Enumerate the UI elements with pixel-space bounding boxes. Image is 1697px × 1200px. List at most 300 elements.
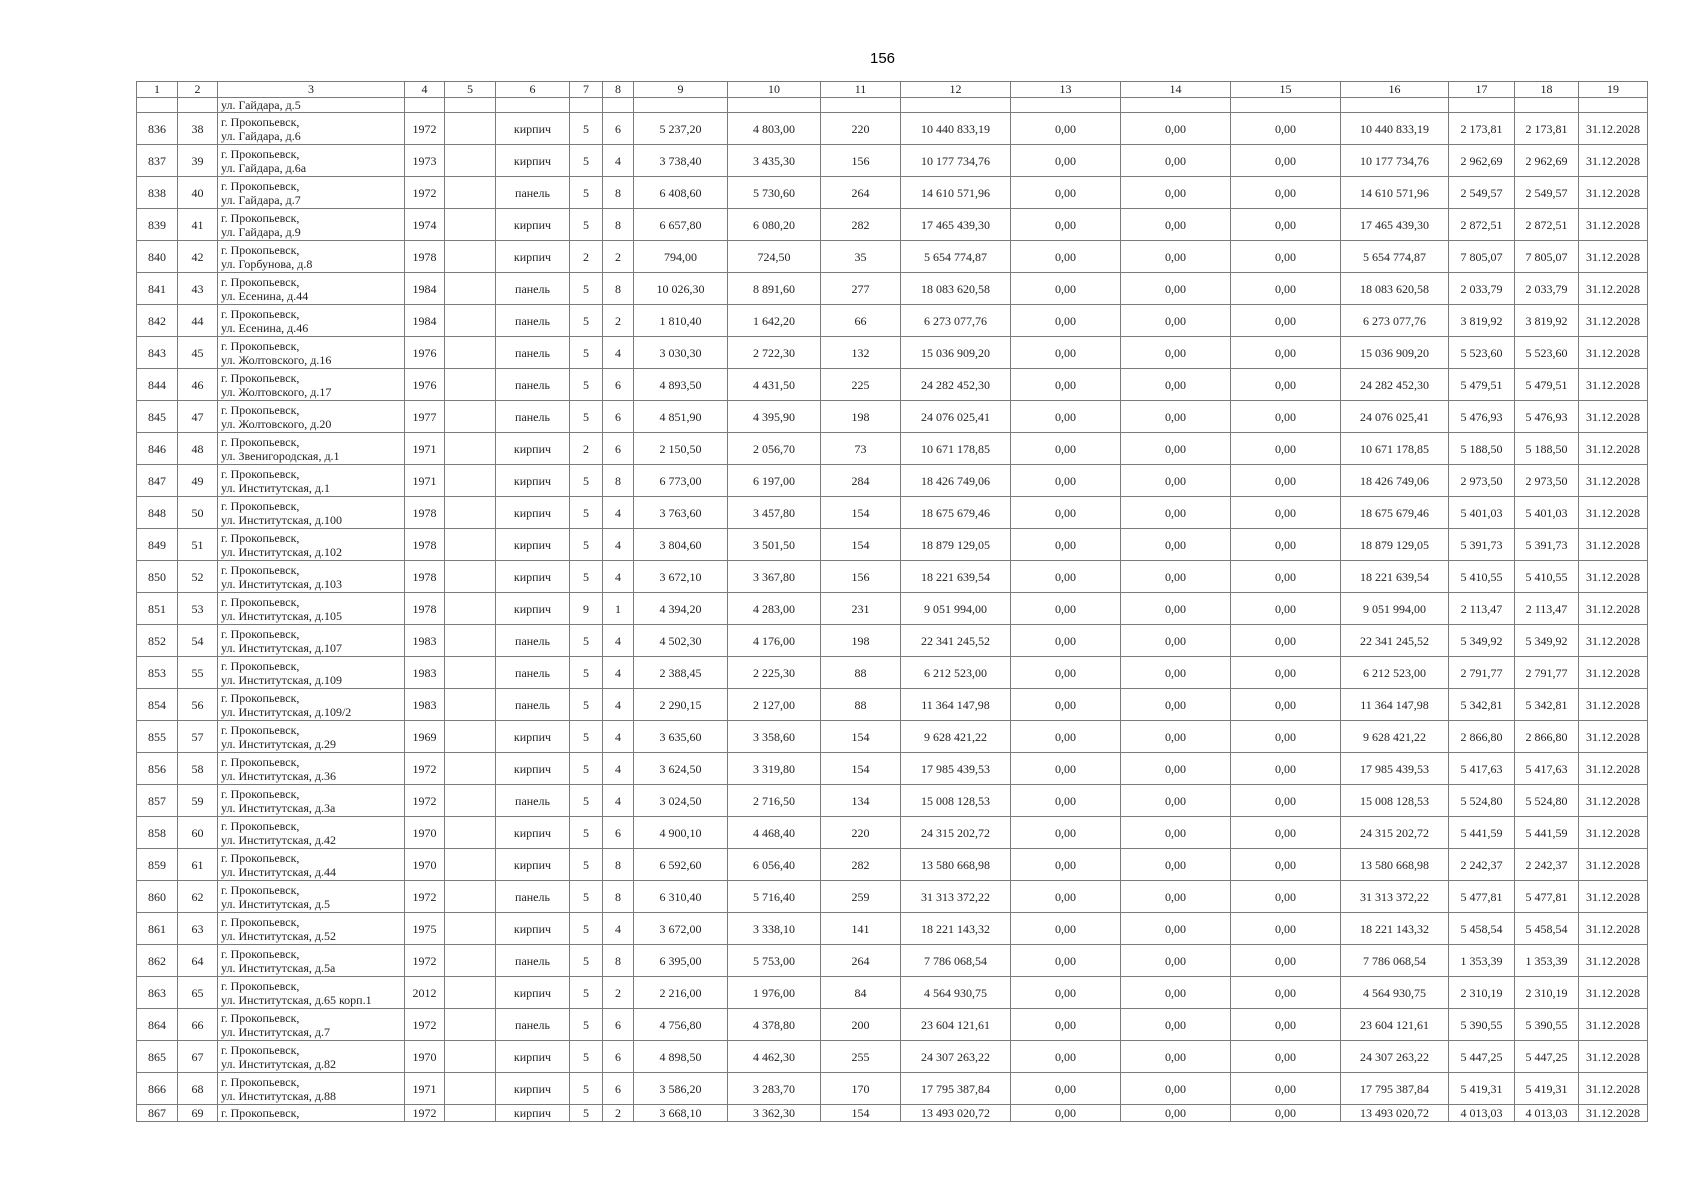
floors: 5 <box>570 849 603 881</box>
residents: 277 <box>821 273 901 305</box>
cost-col-16: 22 341 245,52 <box>1341 625 1449 657</box>
build-year: 1978 <box>405 241 445 273</box>
column-header: 8 <box>603 82 634 98</box>
residents: 220 <box>821 817 901 849</box>
row-number: 837 <box>137 145 178 177</box>
cost-col-13: 0,00 <box>1011 593 1121 625</box>
total-area: 4 900,10 <box>634 817 728 849</box>
col-5 <box>445 529 496 561</box>
table-row <box>137 721 1648 753</box>
cost-col-14: 0,00 <box>1121 561 1231 593</box>
residents: 198 <box>821 401 901 433</box>
row-number: 865 <box>137 1041 178 1073</box>
cost-col-15: 0,00 <box>1231 241 1341 273</box>
deadline: 31.12.2028 <box>1579 337 1648 369</box>
total-area: 2 216,00 <box>634 977 728 1009</box>
build-year: 1984 <box>405 273 445 305</box>
address-street: ул. Жолтовского, д.16 <box>221 352 332 367</box>
cost-col-14: 0,00 <box>1121 337 1231 369</box>
cost-col-13: 0,00 <box>1011 497 1121 529</box>
residents: 154 <box>821 1105 901 1122</box>
build-year: 1975 <box>405 913 445 945</box>
row-number: 848 <box>137 497 178 529</box>
wall-material: панель <box>496 881 570 913</box>
address-city: г. Прокопьевск, <box>221 306 300 321</box>
entrances: 8 <box>603 945 634 977</box>
specific-cost: 5 476,93 <box>1449 401 1515 433</box>
floors: 5 <box>570 561 603 593</box>
max-specific-cost: 2 962,69 <box>1515 145 1579 177</box>
cost-col-13: 0,00 <box>1011 721 1121 753</box>
address <box>218 977 405 1009</box>
cost-col-15: 0,00 <box>1231 433 1341 465</box>
local-number: 41 <box>178 209 218 241</box>
residents: 259 <box>821 881 901 913</box>
build-year: 1977 <box>405 401 445 433</box>
entrances: 4 <box>603 561 634 593</box>
residents: 73 <box>821 433 901 465</box>
max-specific-cost: 5 447,25 <box>1515 1041 1579 1073</box>
total-area: 5 237,20 <box>634 113 728 145</box>
deadline: 31.12.2028 <box>1579 209 1648 241</box>
total-cost: 15 008 128,53 <box>901 785 1011 817</box>
col-5 <box>445 689 496 721</box>
max-specific-cost: 1 353,39 <box>1515 945 1579 977</box>
residents: 282 <box>821 849 901 881</box>
build-year: 1983 <box>405 657 445 689</box>
cost-col-14: 0,00 <box>1121 785 1231 817</box>
table-row <box>137 977 1648 1009</box>
address-street: ул. Институтская, д.65 корп.1 <box>221 992 372 1007</box>
total-area: 3 763,60 <box>634 497 728 529</box>
cost-col-14: 0,00 <box>1121 817 1231 849</box>
deadline: 31.12.2028 <box>1579 593 1648 625</box>
cost-col-16: 4 564 930,75 <box>1341 977 1449 1009</box>
total-cost: 15 036 909,20 <box>901 337 1011 369</box>
col-5 <box>445 337 496 369</box>
specific-cost: 1 353,39 <box>1449 945 1515 977</box>
column-header: 16 <box>1341 82 1449 98</box>
total-area: 6 773,00 <box>634 465 728 497</box>
column-header: 18 <box>1515 82 1579 98</box>
address-street: ул. Звенигородская, д.1 <box>221 448 340 463</box>
living-area: 4 378,80 <box>728 1009 821 1041</box>
cost-col-16: 10 440 833,19 <box>1341 113 1449 145</box>
local-number: 45 <box>178 337 218 369</box>
total-cost: 9 628 421,22 <box>901 721 1011 753</box>
total-area: 4 502,30 <box>634 625 728 657</box>
column-header: 2 <box>178 82 218 98</box>
local-number: 56 <box>178 689 218 721</box>
total-cost: 24 315 202,72 <box>901 817 1011 849</box>
local-number: 59 <box>178 785 218 817</box>
col-5 <box>445 753 496 785</box>
cost-col-14: 0,00 <box>1121 433 1231 465</box>
col-5 <box>445 881 496 913</box>
cost-col-13: 0,00 <box>1011 625 1121 657</box>
cost-col-13: 0,00 <box>1011 465 1121 497</box>
row-number: 851 <box>137 593 178 625</box>
address-street: ул. Институтская, д.44 <box>221 864 336 879</box>
cost-col-14: 0,00 <box>1121 241 1231 273</box>
address-city: г. Прокопьевск, <box>221 1042 300 1057</box>
cost-col-16: 6 212 523,00 <box>1341 657 1449 689</box>
build-year: 1970 <box>405 817 445 849</box>
deadline: 31.12.2028 <box>1579 913 1648 945</box>
specific-cost: 5 447,25 <box>1449 1041 1515 1073</box>
floors: 5 <box>570 657 603 689</box>
page-number: 156 <box>869 50 896 67</box>
address-city: г. Прокопьевск, <box>221 978 300 993</box>
col-5 <box>445 945 496 977</box>
cost-col-16: 13 580 668,98 <box>1341 849 1449 881</box>
table-row <box>137 1105 1648 1122</box>
col-5 <box>445 657 496 689</box>
row-number: 844 <box>137 369 178 401</box>
build-year: 1983 <box>405 625 445 657</box>
build-year: 2012 <box>405 977 445 1009</box>
deadline: 31.12.2028 <box>1579 113 1648 145</box>
table-row <box>137 625 1648 657</box>
entrances: 4 <box>603 657 634 689</box>
cost-col-15: 0,00 <box>1231 625 1341 657</box>
table-row <box>137 305 1648 337</box>
cost-col-15: 0,00 <box>1231 273 1341 305</box>
floors: 5 <box>570 401 603 433</box>
total-cost: 18 426 749,06 <box>901 465 1011 497</box>
cost-col-13: 0,00 <box>1011 433 1121 465</box>
build-year: 1971 <box>405 433 445 465</box>
address-city: г. Прокопьевск, <box>221 690 300 705</box>
deadline: 31.12.2028 <box>1579 273 1648 305</box>
specific-cost: 5 419,31 <box>1449 1073 1515 1105</box>
residents: 156 <box>821 561 901 593</box>
address-street: ул. Институтская, д.82 <box>221 1056 336 1071</box>
deadline: 31.12.2028 <box>1579 1009 1648 1041</box>
address-city: г. Прокопьевск, <box>221 850 300 865</box>
address-street: ул. Институтская, д.109 <box>221 672 342 687</box>
deadline: 31.12.2028 <box>1579 625 1648 657</box>
cost-col-13: 0,00 <box>1011 401 1121 433</box>
address-city: г. Прокопьевск, <box>221 530 300 545</box>
row-number: 859 <box>137 849 178 881</box>
address-city: г. Прокопьевск, <box>221 466 300 481</box>
entrances: 6 <box>603 401 634 433</box>
cost-col-14: 0,00 <box>1121 145 1231 177</box>
address-street: ул. Гайдара, д.6 <box>221 128 301 143</box>
cost-col-14: 0,00 <box>1121 1105 1231 1122</box>
build-year: 1970 <box>405 1041 445 1073</box>
total-cost: 9 051 994,00 <box>901 593 1011 625</box>
living-area: 3 283,70 <box>728 1073 821 1105</box>
cost-col-13: 0,00 <box>1011 177 1121 209</box>
wall-material: кирпич <box>496 913 570 945</box>
address <box>218 497 405 529</box>
cost-col-16: 18 221 639,54 <box>1341 561 1449 593</box>
deadline: 31.12.2028 <box>1579 529 1648 561</box>
max-specific-cost: 2 973,50 <box>1515 465 1579 497</box>
cost-col-16: 18 879 129,05 <box>1341 529 1449 561</box>
cost-col-14: 0,00 <box>1121 113 1231 145</box>
col-5 <box>445 401 496 433</box>
floors: 5 <box>570 145 603 177</box>
local-number: 50 <box>178 497 218 529</box>
living-area: 2 056,70 <box>728 433 821 465</box>
living-area: 3 367,80 <box>728 561 821 593</box>
cost-col-14: 0,00 <box>1121 273 1231 305</box>
specific-cost: 5 479,51 <box>1449 369 1515 401</box>
living-area: 3 501,50 <box>728 529 821 561</box>
cost-col-13: 0,00 <box>1011 849 1121 881</box>
address-city: г. Прокопьевск, <box>221 882 300 897</box>
cost-col-13: 0,00 <box>1011 305 1121 337</box>
build-year: 1978 <box>405 593 445 625</box>
floors: 2 <box>570 433 603 465</box>
address-street: ул. Институтская, д.1 <box>221 480 330 495</box>
table-row <box>137 433 1648 465</box>
total-area: 6 592,60 <box>634 849 728 881</box>
address <box>218 433 405 465</box>
local-number: 69 <box>178 1105 218 1122</box>
specific-cost: 2 113,47 <box>1449 593 1515 625</box>
specific-cost: 2 872,51 <box>1449 209 1515 241</box>
floors: 5 <box>570 369 603 401</box>
max-specific-cost: 5 401,03 <box>1515 497 1579 529</box>
build-year: 1969 <box>405 721 445 753</box>
residents: 66 <box>821 305 901 337</box>
build-year: 1972 <box>405 881 445 913</box>
cost-col-15: 0,00 <box>1231 401 1341 433</box>
build-year: 1973 <box>405 145 445 177</box>
address-street: ул. Институтская, д.103 <box>221 576 342 591</box>
max-specific-cost: 2 872,51 <box>1515 209 1579 241</box>
total-cost: 24 282 452,30 <box>901 369 1011 401</box>
floors: 5 <box>570 945 603 977</box>
entrances: 2 <box>603 305 634 337</box>
cost-col-14: 0,00 <box>1121 1009 1231 1041</box>
cost-col-15: 0,00 <box>1231 497 1341 529</box>
address <box>218 1041 405 1073</box>
build-year: 1972 <box>405 753 445 785</box>
col-5 <box>445 817 496 849</box>
address-city: г. Прокопьевск, <box>221 658 300 673</box>
address-city: г. Прокопьевск, <box>221 114 300 129</box>
specific-cost: 2 973,50 <box>1449 465 1515 497</box>
build-year: 1978 <box>405 529 445 561</box>
entrances: 8 <box>603 273 634 305</box>
address-city: г. Прокопьевск, <box>221 178 300 193</box>
deadline: 31.12.2028 <box>1579 497 1648 529</box>
col-5 <box>445 1009 496 1041</box>
address-city: г. Прокопьевск, <box>221 210 300 225</box>
column-header: 19 <box>1579 82 1648 98</box>
row-number: 857 <box>137 785 178 817</box>
cost-col-14: 0,00 <box>1121 497 1231 529</box>
residents: 255 <box>821 1041 901 1073</box>
total-cost: 31 313 372,22 <box>901 881 1011 913</box>
cost-col-14: 0,00 <box>1121 657 1231 689</box>
deadline: 31.12.2028 <box>1579 721 1648 753</box>
total-cost: 6 212 523,00 <box>901 657 1011 689</box>
living-area: 3 319,80 <box>728 753 821 785</box>
cost-col-13: 0,00 <box>1011 817 1121 849</box>
deadline: 31.12.2028 <box>1579 305 1648 337</box>
total-cost: 18 675 679,46 <box>901 497 1011 529</box>
address-city: г. Прокопьевск, <box>221 498 300 513</box>
col-5 <box>445 625 496 657</box>
max-specific-cost: 5 458,54 <box>1515 913 1579 945</box>
cost-col-13: 0,00 <box>1011 977 1121 1009</box>
cost-col-16: 7 786 068,54 <box>1341 945 1449 977</box>
entrances: 8 <box>603 177 634 209</box>
floors: 5 <box>570 465 603 497</box>
cost-col-15: 0,00 <box>1231 145 1341 177</box>
specific-cost: 5 401,03 <box>1449 497 1515 529</box>
row-number: 863 <box>137 977 178 1009</box>
address-street: ул. Институтская, д.7 <box>221 1024 330 1039</box>
max-specific-cost: 2 549,57 <box>1515 177 1579 209</box>
entrances: 6 <box>603 433 634 465</box>
entrances: 8 <box>603 881 634 913</box>
column-header: 14 <box>1121 82 1231 98</box>
wall-material: панель <box>496 273 570 305</box>
cost-col-14: 0,00 <box>1121 1073 1231 1105</box>
floors: 5 <box>570 721 603 753</box>
wall-material: кирпич <box>496 721 570 753</box>
max-specific-cost: 2 033,79 <box>1515 273 1579 305</box>
row-number: 840 <box>137 241 178 273</box>
cost-col-16: 9 628 421,22 <box>1341 721 1449 753</box>
table-row <box>137 849 1648 881</box>
table-row <box>137 1073 1648 1105</box>
address-street: ул. Гайдара, д.9 <box>221 224 301 239</box>
cost-col-14: 0,00 <box>1121 753 1231 785</box>
col-5 <box>445 849 496 881</box>
local-number: 44 <box>178 305 218 337</box>
build-year: 1972 <box>405 1105 445 1122</box>
specific-cost: 3 819,92 <box>1449 305 1515 337</box>
row-number: 839 <box>137 209 178 241</box>
total-area: 4 898,50 <box>634 1041 728 1073</box>
specific-cost: 2 791,77 <box>1449 657 1515 689</box>
address <box>218 401 405 433</box>
living-area: 3 435,30 <box>728 145 821 177</box>
total-cost: 10 177 734,76 <box>901 145 1011 177</box>
max-specific-cost: 4 013,03 <box>1515 1105 1579 1122</box>
cost-col-15: 0,00 <box>1231 657 1341 689</box>
local-number: 49 <box>178 465 218 497</box>
entrances: 1 <box>603 593 634 625</box>
cost-col-16: 14 610 571,96 <box>1341 177 1449 209</box>
max-specific-cost: 2 310,19 <box>1515 977 1579 1009</box>
living-area: 1 976,00 <box>728 977 821 1009</box>
col-5 <box>445 113 496 145</box>
col-5 <box>445 1105 496 1122</box>
max-specific-cost: 5 523,60 <box>1515 337 1579 369</box>
floors: 5 <box>570 305 603 337</box>
local-number: 63 <box>178 913 218 945</box>
residents: 264 <box>821 945 901 977</box>
address <box>218 849 405 881</box>
wall-material: кирпич <box>496 1073 570 1105</box>
wall-material: кирпич <box>496 433 570 465</box>
col-5 <box>445 561 496 593</box>
address-city: г. Прокопьевск, <box>221 274 300 289</box>
col-5 <box>445 273 496 305</box>
cost-col-16: 24 282 452,30 <box>1341 369 1449 401</box>
living-area: 3 362,30 <box>728 1105 821 1122</box>
column-header: 12 <box>901 82 1011 98</box>
wall-material: кирпич <box>496 561 570 593</box>
table-row <box>137 785 1648 817</box>
build-year: 1983 <box>405 689 445 721</box>
col-5 <box>445 433 496 465</box>
cost-col-15: 0,00 <box>1231 1073 1341 1105</box>
floors: 5 <box>570 785 603 817</box>
living-area: 4 431,50 <box>728 369 821 401</box>
address <box>218 273 405 305</box>
address <box>218 881 405 913</box>
max-specific-cost: 2 791,77 <box>1515 657 1579 689</box>
wall-material: панель <box>496 401 570 433</box>
cost-col-13: 0,00 <box>1011 273 1121 305</box>
row-number: 852 <box>137 625 178 657</box>
address-street: ул. Жолтовского, д.17 <box>221 384 332 399</box>
col-5 <box>445 785 496 817</box>
table-row <box>137 209 1648 241</box>
cost-col-13: 0,00 <box>1011 561 1121 593</box>
address-street: ул. Институтская, д.5а <box>221 960 336 975</box>
floors: 5 <box>570 1041 603 1073</box>
deadline: 31.12.2028 <box>1579 1041 1648 1073</box>
deadline: 31.12.2028 <box>1579 657 1648 689</box>
address <box>218 177 405 209</box>
address-street: ул. Институтская, д.107 <box>221 640 342 655</box>
total-area: 6 657,80 <box>634 209 728 241</box>
entrances: 2 <box>603 977 634 1009</box>
address-street: ул. Институтская, д.100 <box>221 512 342 527</box>
address <box>218 1009 405 1041</box>
deadline: 31.12.2028 <box>1579 849 1648 881</box>
local-number: 64 <box>178 945 218 977</box>
cost-col-15: 0,00 <box>1231 689 1341 721</box>
living-area: 5 730,60 <box>728 177 821 209</box>
row-number: 836 <box>137 113 178 145</box>
total-area: 3 624,50 <box>634 753 728 785</box>
table-row <box>137 657 1648 689</box>
living-area: 3 338,10 <box>728 913 821 945</box>
total-cost: 6 273 077,76 <box>901 305 1011 337</box>
cost-col-13: 0,00 <box>1011 1009 1121 1041</box>
row-number: 841 <box>137 273 178 305</box>
address <box>218 625 405 657</box>
continued-row <box>137 98 1648 113</box>
row-number: 867 <box>137 1105 178 1122</box>
residents: 88 <box>821 657 901 689</box>
wall-material: кирпич <box>496 1041 570 1073</box>
total-cost: 17 985 439,53 <box>901 753 1011 785</box>
max-specific-cost: 5 391,73 <box>1515 529 1579 561</box>
max-specific-cost: 5 524,80 <box>1515 785 1579 817</box>
local-number: 38 <box>178 113 218 145</box>
cost-col-14: 0,00 <box>1121 209 1231 241</box>
address-street: ул. Институтская, д.3а <box>221 800 336 815</box>
total-cost: 13 493 020,72 <box>901 1105 1011 1122</box>
address-street: ул. Жолтовского, д.20 <box>221 416 332 431</box>
address-street: ул. Горбунова, д.8 <box>221 256 313 271</box>
address <box>218 721 405 753</box>
specific-cost: 5 458,54 <box>1449 913 1515 945</box>
